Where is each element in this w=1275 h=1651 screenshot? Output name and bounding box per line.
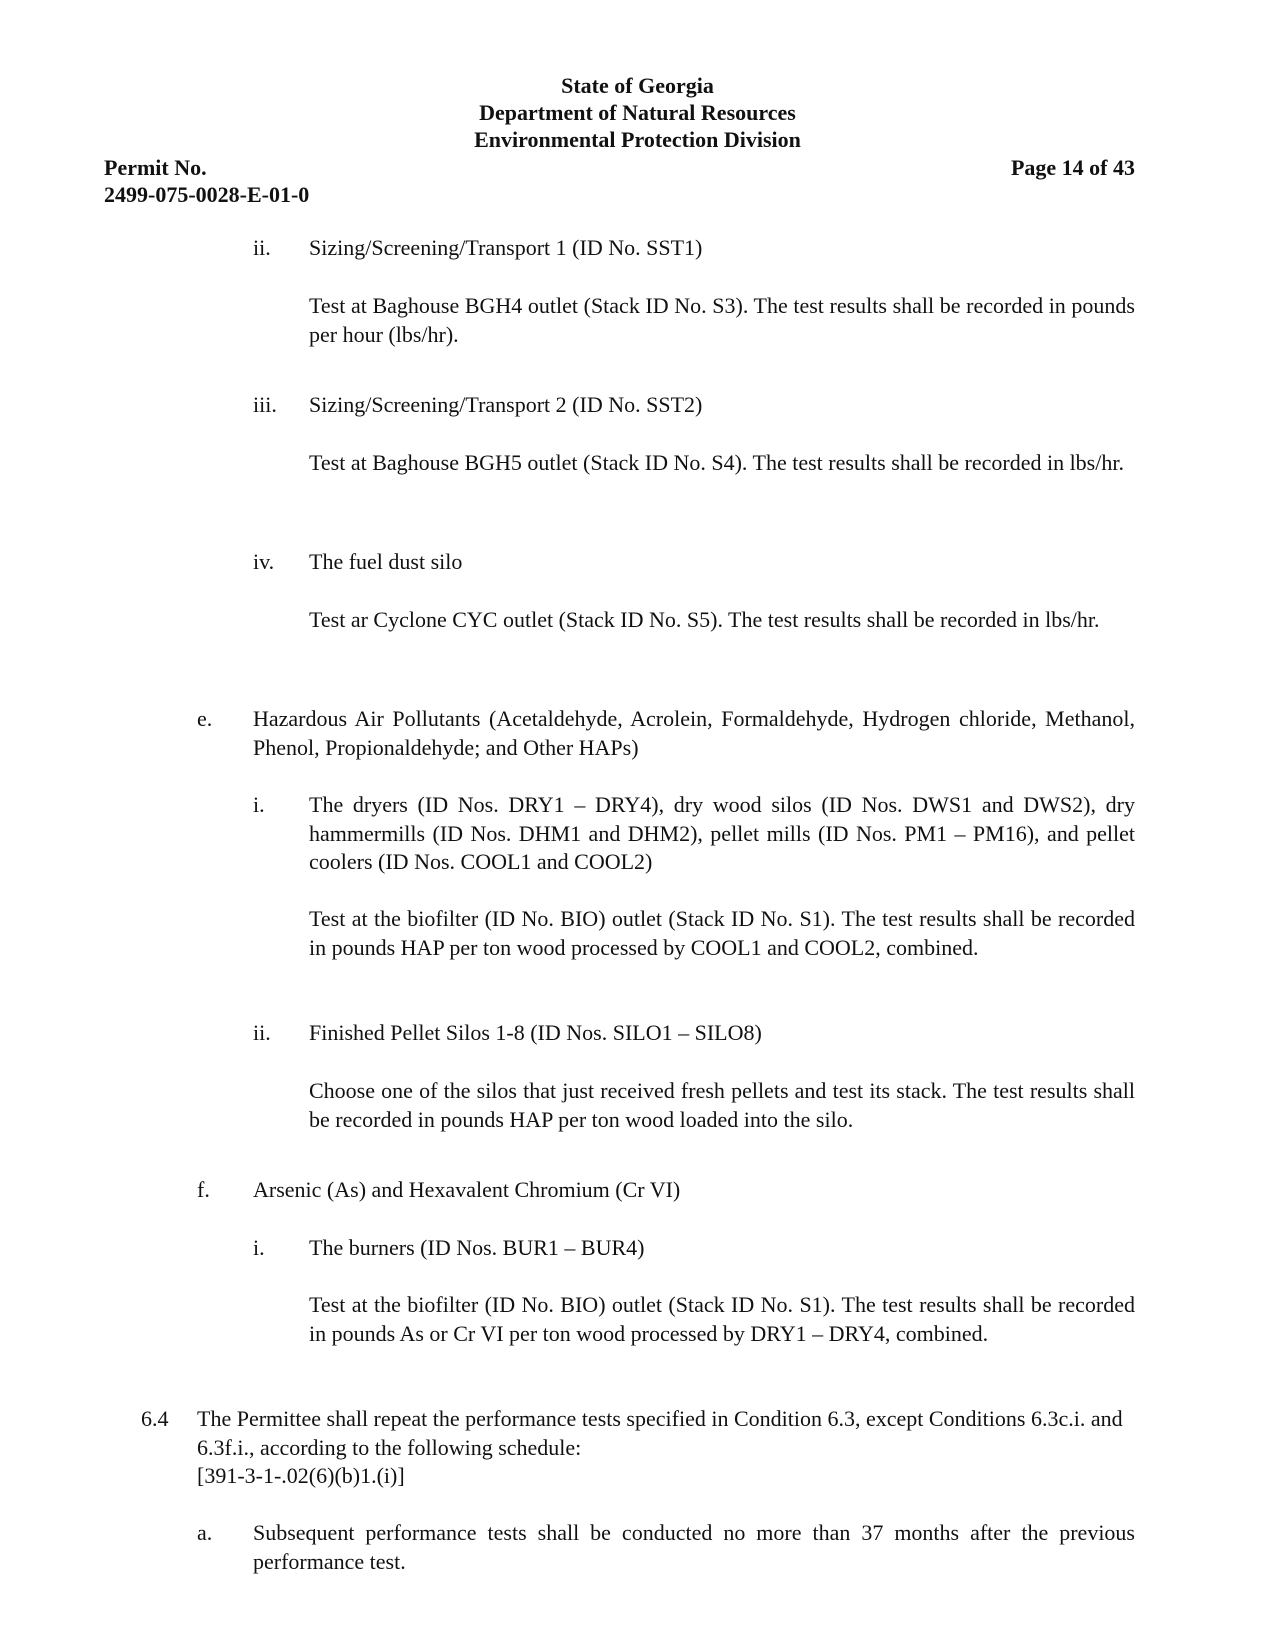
item-marker: i. (253, 1235, 265, 1260)
item-text: Choose one of the silos that just received fresh pellets and test its stack. The test results shall be recorded in pounds HAP per ton wood loaded into the silo. (309, 1078, 1135, 1132)
item-marker: iv. (253, 549, 275, 574)
section-text: Subsequent performance tests shall be conducted no more than 37 months after the previous performance test. (253, 1520, 1135, 1574)
section-marker: e. (197, 706, 213, 731)
section-title: Arsenic (As) and Hexavalent Chromium (Cr VI) (253, 1177, 681, 1202)
item-title: Sizing/Screening/Transport 2 (ID No. SST2) (309, 392, 703, 417)
item-marker: i. (253, 792, 265, 817)
permit-label: Permit No. (104, 155, 207, 180)
item-marker: ii. (253, 235, 271, 260)
section-title: Hazardous Air Pollutants (Acetaldehyde, Acrolein, Formaldehyde, Hydrogen chloride, Methanol, Phenol, Propionaldehyde; and Other HAPs) (253, 706, 1135, 760)
item-text: Test ar Cyclone CYC outlet (Stack ID No. S5). The test results shall be recorded in lbs/hr. (309, 607, 1100, 632)
item-title: The fuel dust silo (309, 549, 463, 574)
condition-number: 6.4 (141, 1406, 169, 1431)
item-title: Sizing/Screening/Transport 1 (ID No. SST1) (309, 235, 703, 260)
header-division: Environmental Protection Division (474, 127, 801, 152)
item-text: Test at the biofilter (ID No. BIO) outlet (Stack ID No. S1). The test results shall be recorded in pounds HAP per ton wood processed by COOL1 and COOL2, combined. (309, 906, 1135, 960)
item-marker: iii. (253, 392, 277, 417)
permit-number: 2499-075-0028-E-01-0 (104, 182, 310, 207)
section-marker: f. (197, 1177, 210, 1202)
regulation-citation: [391-3-1-.02(6)(b)1.(i)] (197, 1463, 405, 1488)
page-number: Page 14 of 43 (1010, 155, 1135, 180)
item-title: The burners (ID Nos. BUR1 – BUR4) (309, 1235, 645, 1260)
item-text: Test at the biofilter (ID No. BIO) outlet (Stack ID No. S1). The test results shall be recorded in pounds As or Cr VI per ton wood processed by DRY1 – DRY4, combined. (309, 1292, 1135, 1346)
item-title: The dryers (ID Nos. DRY1 – DRY4), dry wood silos (ID Nos. DWS1 and DWS2), dry hammermills (ID Nos. DHM1 and DHM2), pellet mills (ID Nos. PM1 – PM16), and pellet coolers (ID Nos. COOL1 and COOL2) (309, 792, 1135, 874)
header-department: Department of Natural Resources (479, 100, 796, 125)
item-text: Test at Baghouse BGH5 outlet (Stack ID No. S4). The test results shall be recorded in lbs/hr. (309, 450, 1124, 475)
header-state: State of Georgia (561, 73, 714, 98)
section-marker: a. (197, 1520, 213, 1545)
item-title: Finished Pellet Silos 1-8 (ID Nos. SILO1 – SILO8) (309, 1020, 762, 1045)
item-text: Test at Baghouse BGH4 outlet (Stack ID No. S3). The test results shall be recorded in pounds per hour (lbs/hr). (309, 293, 1135, 347)
condition-text: The Permittee shall repeat the performance tests specified in Condition 6.3, except Conditions 6.3c.i. and 6.3f.i., according to the following schedule: (197, 1406, 1123, 1460)
item-marker: ii. (253, 1020, 271, 1045)
